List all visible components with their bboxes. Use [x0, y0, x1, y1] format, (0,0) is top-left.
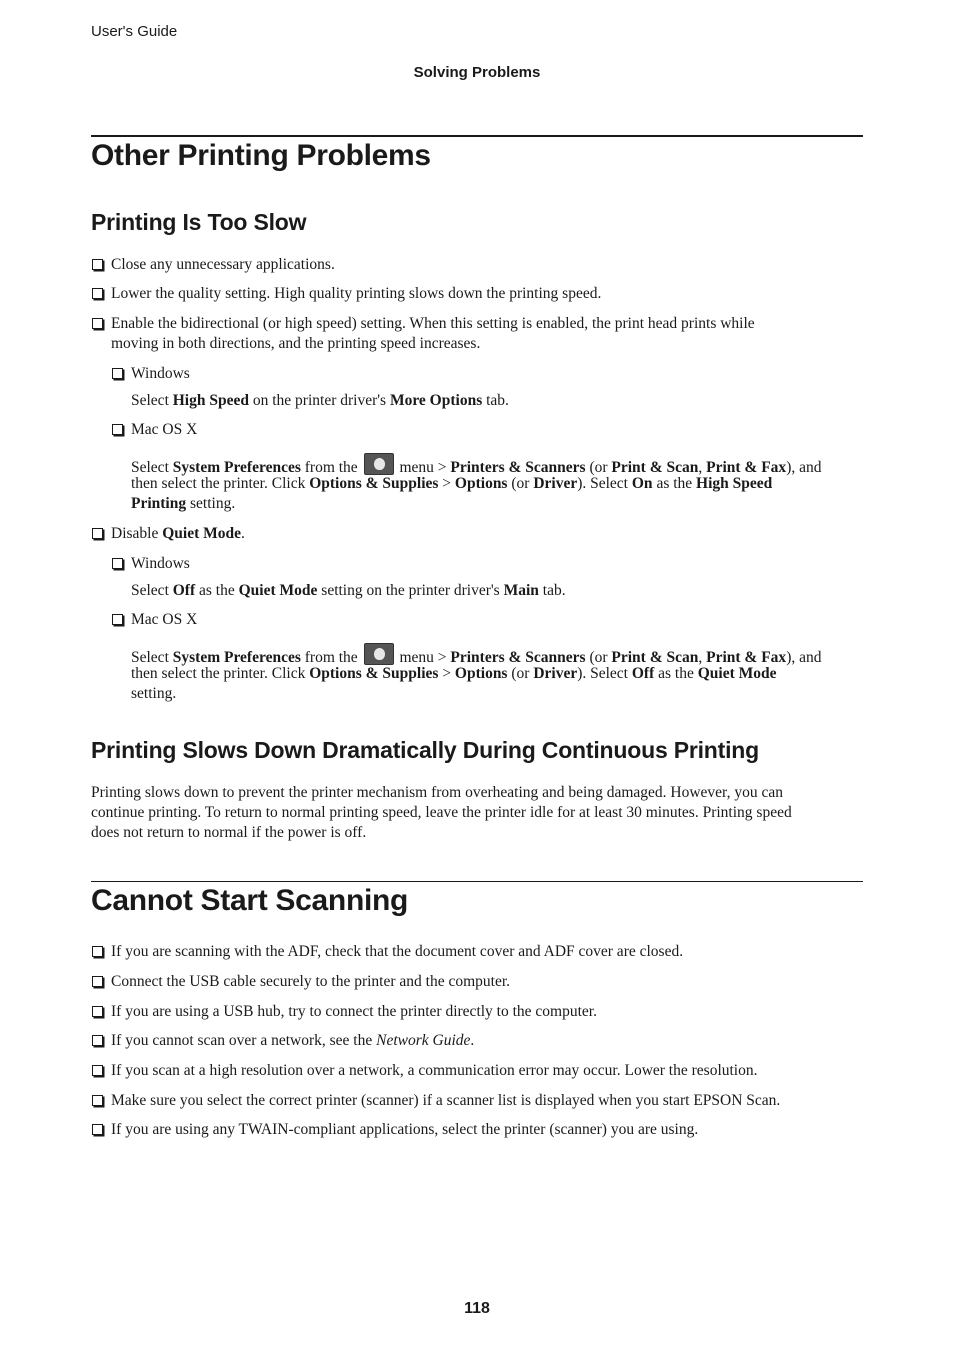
- checkbox-bullet-icon: [92, 946, 103, 957]
- list-item: Lower the quality setting. High quality printing slows down the printing speed.: [111, 285, 602, 302]
- list-item: Enable the bidirectional (or high speed) setting. When this setting is enabled, the print head prints while: [111, 315, 755, 332]
- list-item: Connect the USB cable securely to the printer and the computer.: [111, 973, 511, 990]
- instruction-text: Select High Speed on the printer driver's More Options tab.: [131, 392, 509, 409]
- checkbox-bullet-icon: [92, 976, 103, 987]
- section-heading-other-printing-problems: Other Printing Problems: [91, 139, 431, 172]
- list-item: Make sure you select the correct printer (scanner) if a scanner list is displayed when you start EPSON Scan.: [111, 1092, 781, 1109]
- section-divider: [91, 135, 863, 137]
- ui-term: More Options: [389, 392, 483, 409]
- checkbox-bullet-icon: [112, 424, 123, 435]
- checkbox-bullet-icon: [92, 1065, 103, 1076]
- os-label-mac: Mac OS X: [131, 421, 198, 438]
- list-item: Close any unnecessary applications.: [111, 256, 335, 273]
- os-label-windows: Windows: [131, 365, 190, 382]
- paragraph-line: does not return to normal if the power is off.: [91, 824, 367, 841]
- list-item: If you are using any TWAIN-compliant applications, select the printer (scanner) you are using.: [111, 1121, 699, 1138]
- running-header-guide-title: User's Guide: [91, 23, 178, 40]
- checkbox-bullet-icon: [92, 1035, 103, 1046]
- subheading-printing-too-slow: Printing Is Too Slow: [91, 209, 307, 235]
- checkbox-bullet-icon: [92, 318, 103, 329]
- paragraph-line: Printing slows down to prevent the printer mechanism from overheating and being damaged. However, you can: [91, 784, 783, 801]
- checkbox-bullet-icon: [92, 259, 103, 270]
- instruction-text: then select the printer. Click Options & Supplies > Options (or Driver). Select On as the High Speed: [131, 475, 773, 492]
- checkbox-bullet-icon: [92, 528, 103, 539]
- list-item: Disable Quiet Mode.: [111, 525, 245, 542]
- checkbox-bullet-icon: [92, 1124, 103, 1135]
- instruction-text: Select System Preferences from the menu > Printers & Scanners (or Print & Scan, Print & Fax), and: [131, 643, 821, 668]
- list-item: If you cannot scan over a network, see the Network Guide.: [111, 1032, 475, 1049]
- paragraph-line: continue printing. To return to normal printing speed, leave the printer idle for at least 30 minutes. Printing speed: [91, 804, 792, 821]
- list-item-continuation: moving in both directions, and the printing speed increases.: [111, 335, 481, 352]
- instruction-text: setting.: [131, 685, 177, 702]
- instruction-text: Printing setting.: [131, 495, 236, 512]
- running-header-section-title: Solving Problems: [413, 64, 541, 81]
- subheading-continuous-printing: Printing Slows Down Dramatically During Continuous Printing: [91, 737, 760, 763]
- ui-term: High Speed: [172, 392, 249, 409]
- checkbox-bullet-icon: [92, 288, 103, 299]
- checkbox-bullet-icon: [112, 558, 123, 569]
- list-item: If you are scanning with the ADF, check that the document cover and ADF cover are closed.: [111, 943, 684, 960]
- checkbox-bullet-icon: [92, 1095, 103, 1106]
- checkbox-bullet-icon: [112, 368, 123, 379]
- checkbox-bullet-icon: [112, 614, 123, 625]
- instruction-text: Select System Preferences from the menu > Printers & Scanners (or Print & Scan, Print & Fax), and: [131, 453, 821, 478]
- apple-menu-icon: [364, 453, 394, 475]
- os-label-mac: Mac OS X: [131, 611, 198, 628]
- os-label-windows: Windows: [131, 555, 190, 572]
- list-item: If you are using a USB hub, try to connect the printer directly to the computer.: [111, 1003, 597, 1020]
- section-heading-cannot-start-scanning: Cannot Start Scanning: [91, 884, 409, 917]
- section-divider: [91, 881, 863, 882]
- instruction-text: Select Off as the Quiet Mode setting on the printer driver's Main tab.: [131, 582, 566, 599]
- page-number: 118: [464, 1300, 490, 1317]
- instruction-text: then select the printer. Click Options & Supplies > Options (or Driver). Select Off as the Quiet Mode: [131, 665, 777, 682]
- list-item: If you scan at a high resolution over a network, a communication error may occur. Lower the resolution.: [111, 1062, 758, 1079]
- apple-menu-icon: [364, 643, 394, 665]
- network-guide-reference: Network Guide: [376, 1032, 471, 1049]
- checkbox-bullet-icon: [92, 1006, 103, 1017]
